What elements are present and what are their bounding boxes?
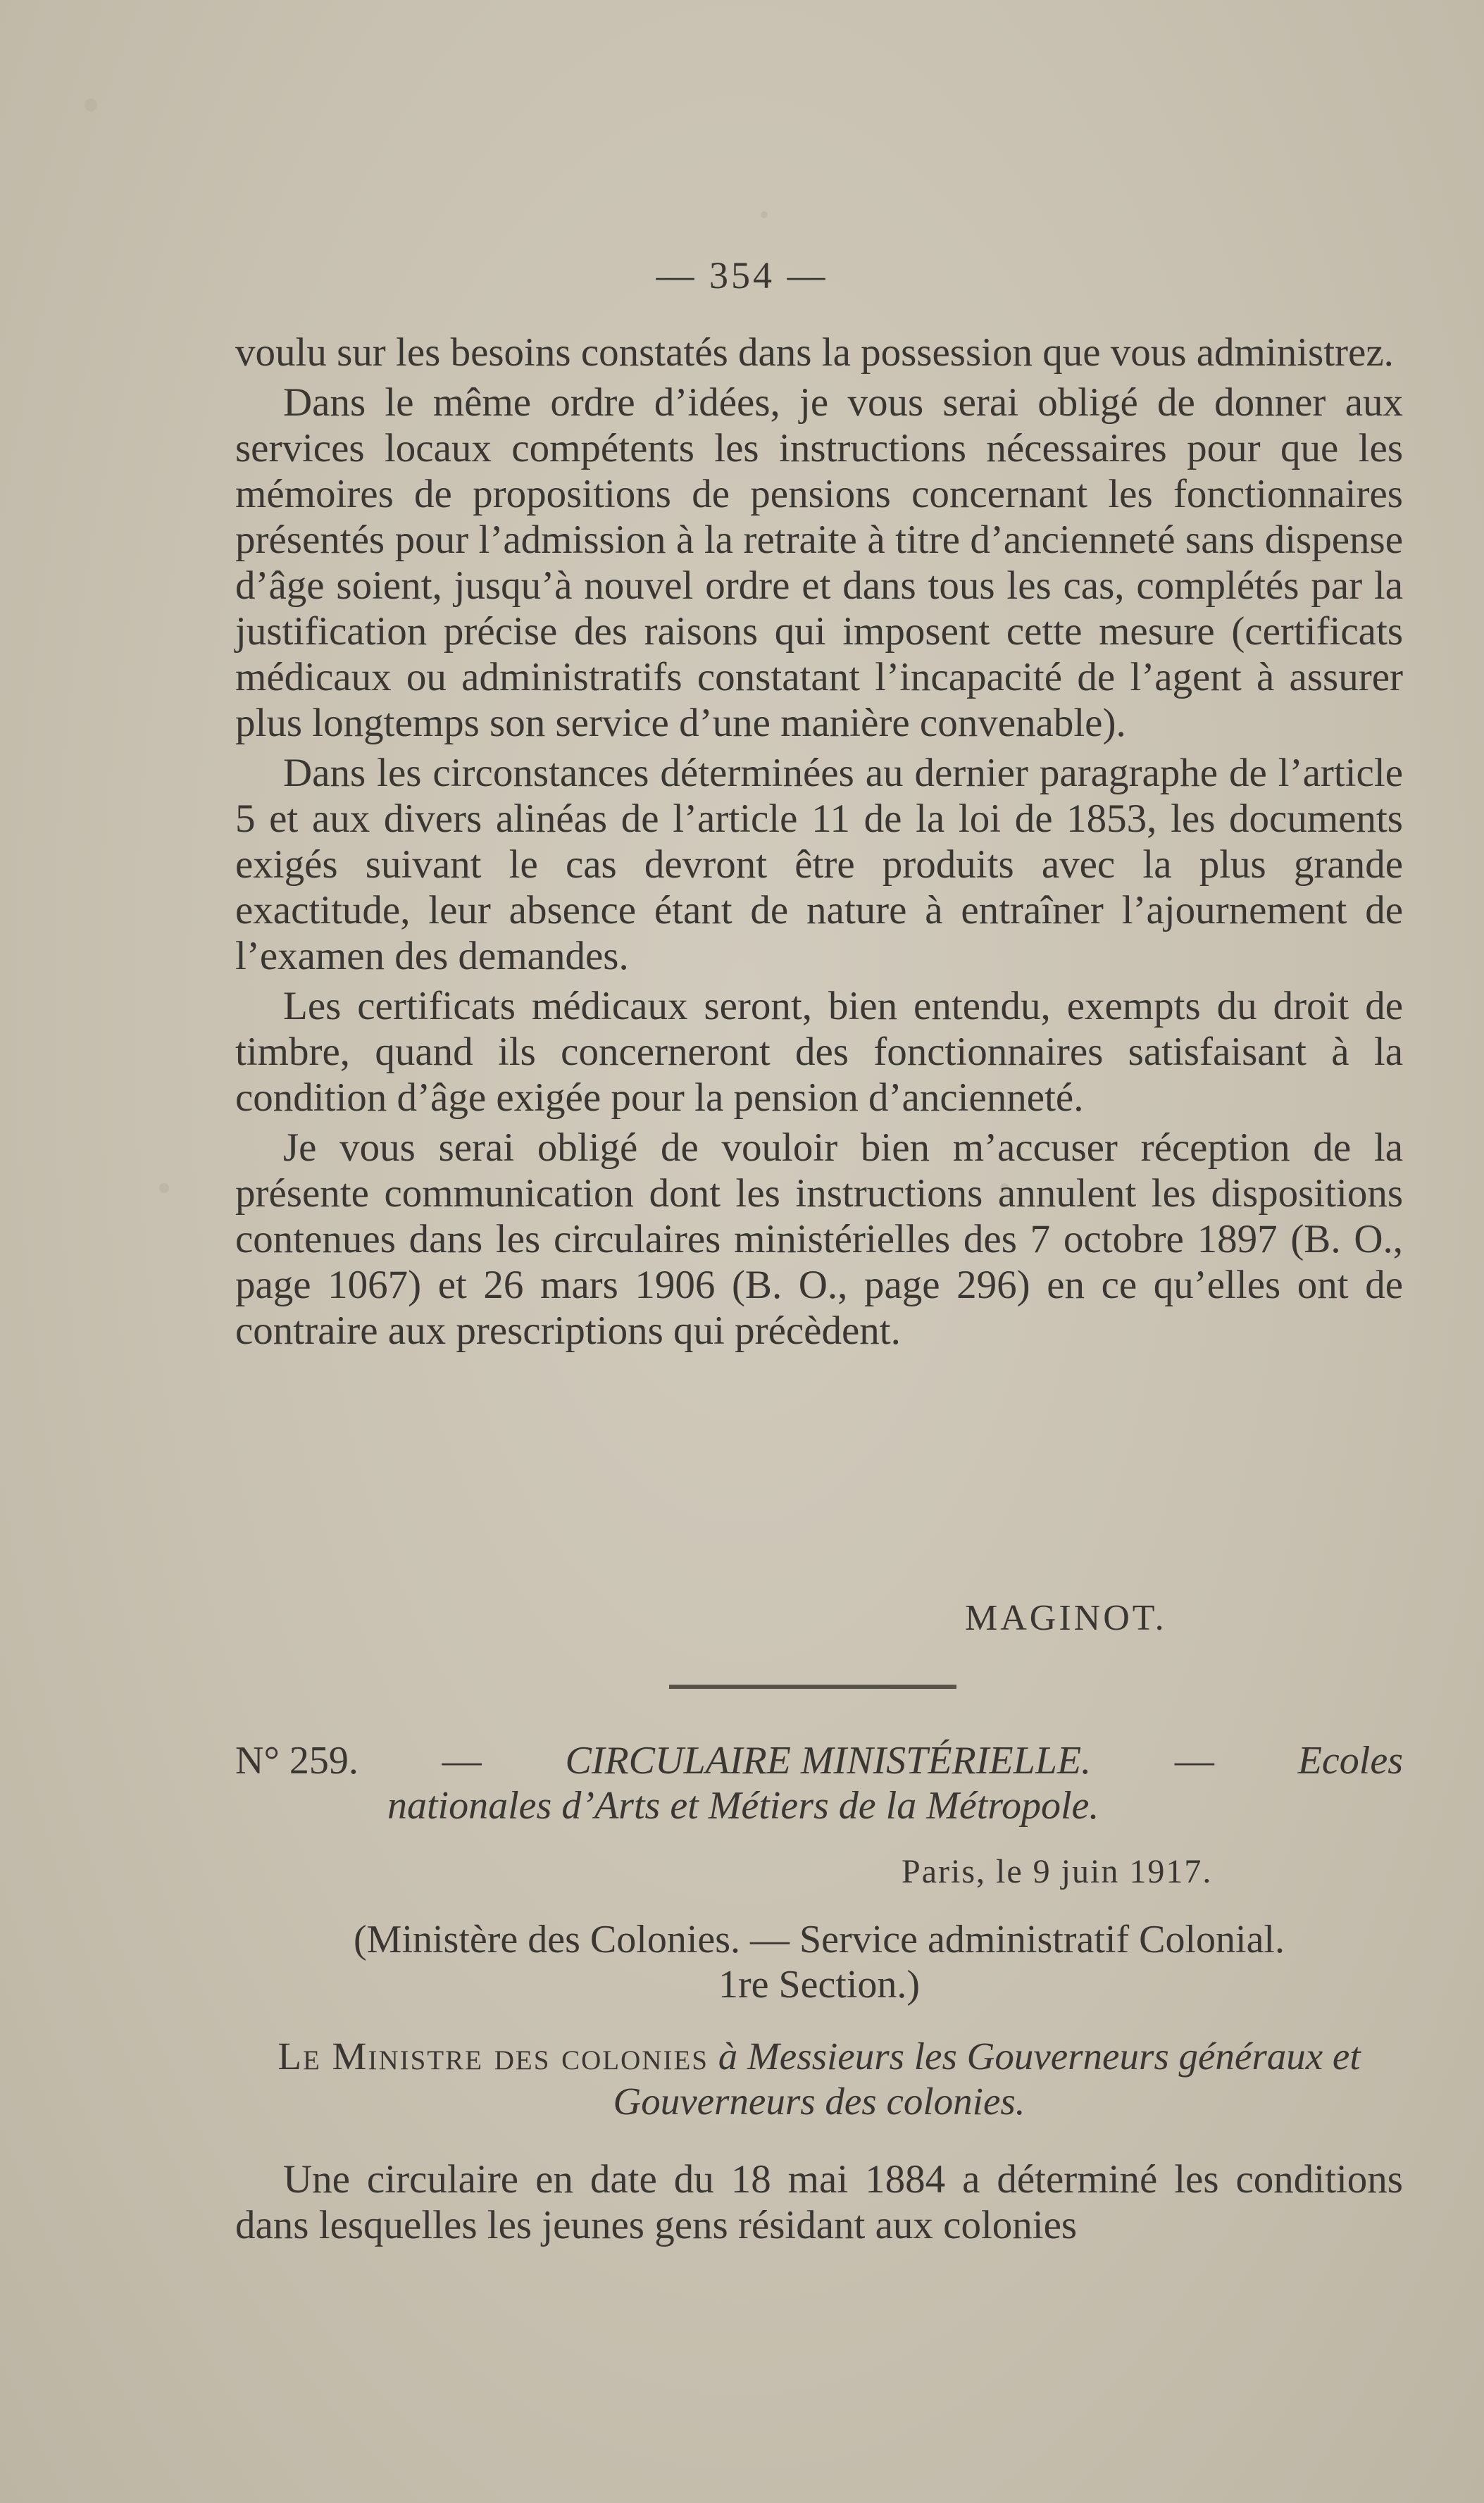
page-number: — 354 —	[656, 254, 828, 297]
body-text	[235, 330, 1403, 1354]
paragraph: Je vous serai obligé de vouloir bien m’accuser réception de la présente communication dont les instructions annulent les dispositions contenues dans les circulaires ministérielles des 7 octobre 1897 (B. O., page 1067) et 26 mars 1906 (B. O., page 296) en ce qu’elles ont de contraire aux prescriptions qui précèdent.	[235, 1125, 1403, 1353]
circular-subject-start: Ecoles	[1297, 1739, 1403, 1783]
addressee-block	[235, 2034, 1403, 2124]
paper-stain	[761, 211, 768, 218]
ministry-section: 1re Section.)	[718, 1963, 921, 2006]
paper-stain	[85, 99, 97, 111]
circular-type: CIRCULAIRE MINISTÉRIELLE.	[565, 1739, 1092, 1783]
date-line: Paris, le 9 juin 1917.	[902, 1853, 1213, 1890]
paragraph: Dans les circonstances déterminées au dernier paragraphe de l’article 5 et aux divers alinéas de l’article 11 de la loi de 1853, les documents exigés suivant le cas devront être produits avec la plus grande exactitude, leur absence étant de nature à entraîner l’ajournement de l’examen des demandes.	[235, 751, 1403, 978]
circular-heading	[235, 1738, 1403, 1828]
addressee-recipients: à Messieurs les Gouverneurs généraux et Gouverneurs des colonies.	[613, 2035, 1361, 2123]
ministry-block	[235, 1917, 1403, 2007]
addressee-sender: Le Ministre des colonies	[278, 2035, 709, 2078]
section-divider	[669, 1685, 956, 1689]
signature: MAGINOT.	[965, 1598, 1167, 1638]
paragraph: Une circulaire en date du 18 mai 1884 a déterminé les conditions dans lesquelles les jeunes gens résidant aux colonies	[235, 2157, 1403, 2247]
heading-dash: —	[442, 1739, 482, 1783]
circular-number: N° 259.	[235, 1739, 358, 1783]
ministry-line: (Ministère des Colonies. — Service administratif Colonial.	[354, 1918, 1285, 1961]
circular-subject-rest: nationales d’Arts et Métiers de la Métropole.	[387, 1784, 1099, 1828]
paragraph: voulu sur les besoins constatés dans la possession que vous administrez.	[235, 330, 1394, 375]
heading-dash: —	[1174, 1739, 1214, 1783]
final-text	[235, 2156, 1403, 2248]
paragraph: Les certificats médicaux seront, bien entendu, exempts du droit de timbre, quand ils concerneront des fonctionnaires satisfaisant à la condition d’âge exigée pour la pension d’ancienneté.	[235, 984, 1403, 1120]
paragraph: Dans le même ordre d’idées, je vous serai obligé de donner aux services locaux compétents les instructions nécessaires pour que les mémoires de propositions de pensions concernant les fonctionnaires présentés pour l’admission à la retraite à titre d’ancienneté sans dispense d’âge soient, jusqu’à nouvel ordre et dans tous les cas, complétés par la justification précise des raisons qui imposent cette mesure (certificats médicaux ou administratifs constatant l’incapacité de l’agent à assurer plus longtemps son service d’une manière convenable).	[235, 380, 1403, 745]
paper-stain	[159, 1183, 169, 1193]
